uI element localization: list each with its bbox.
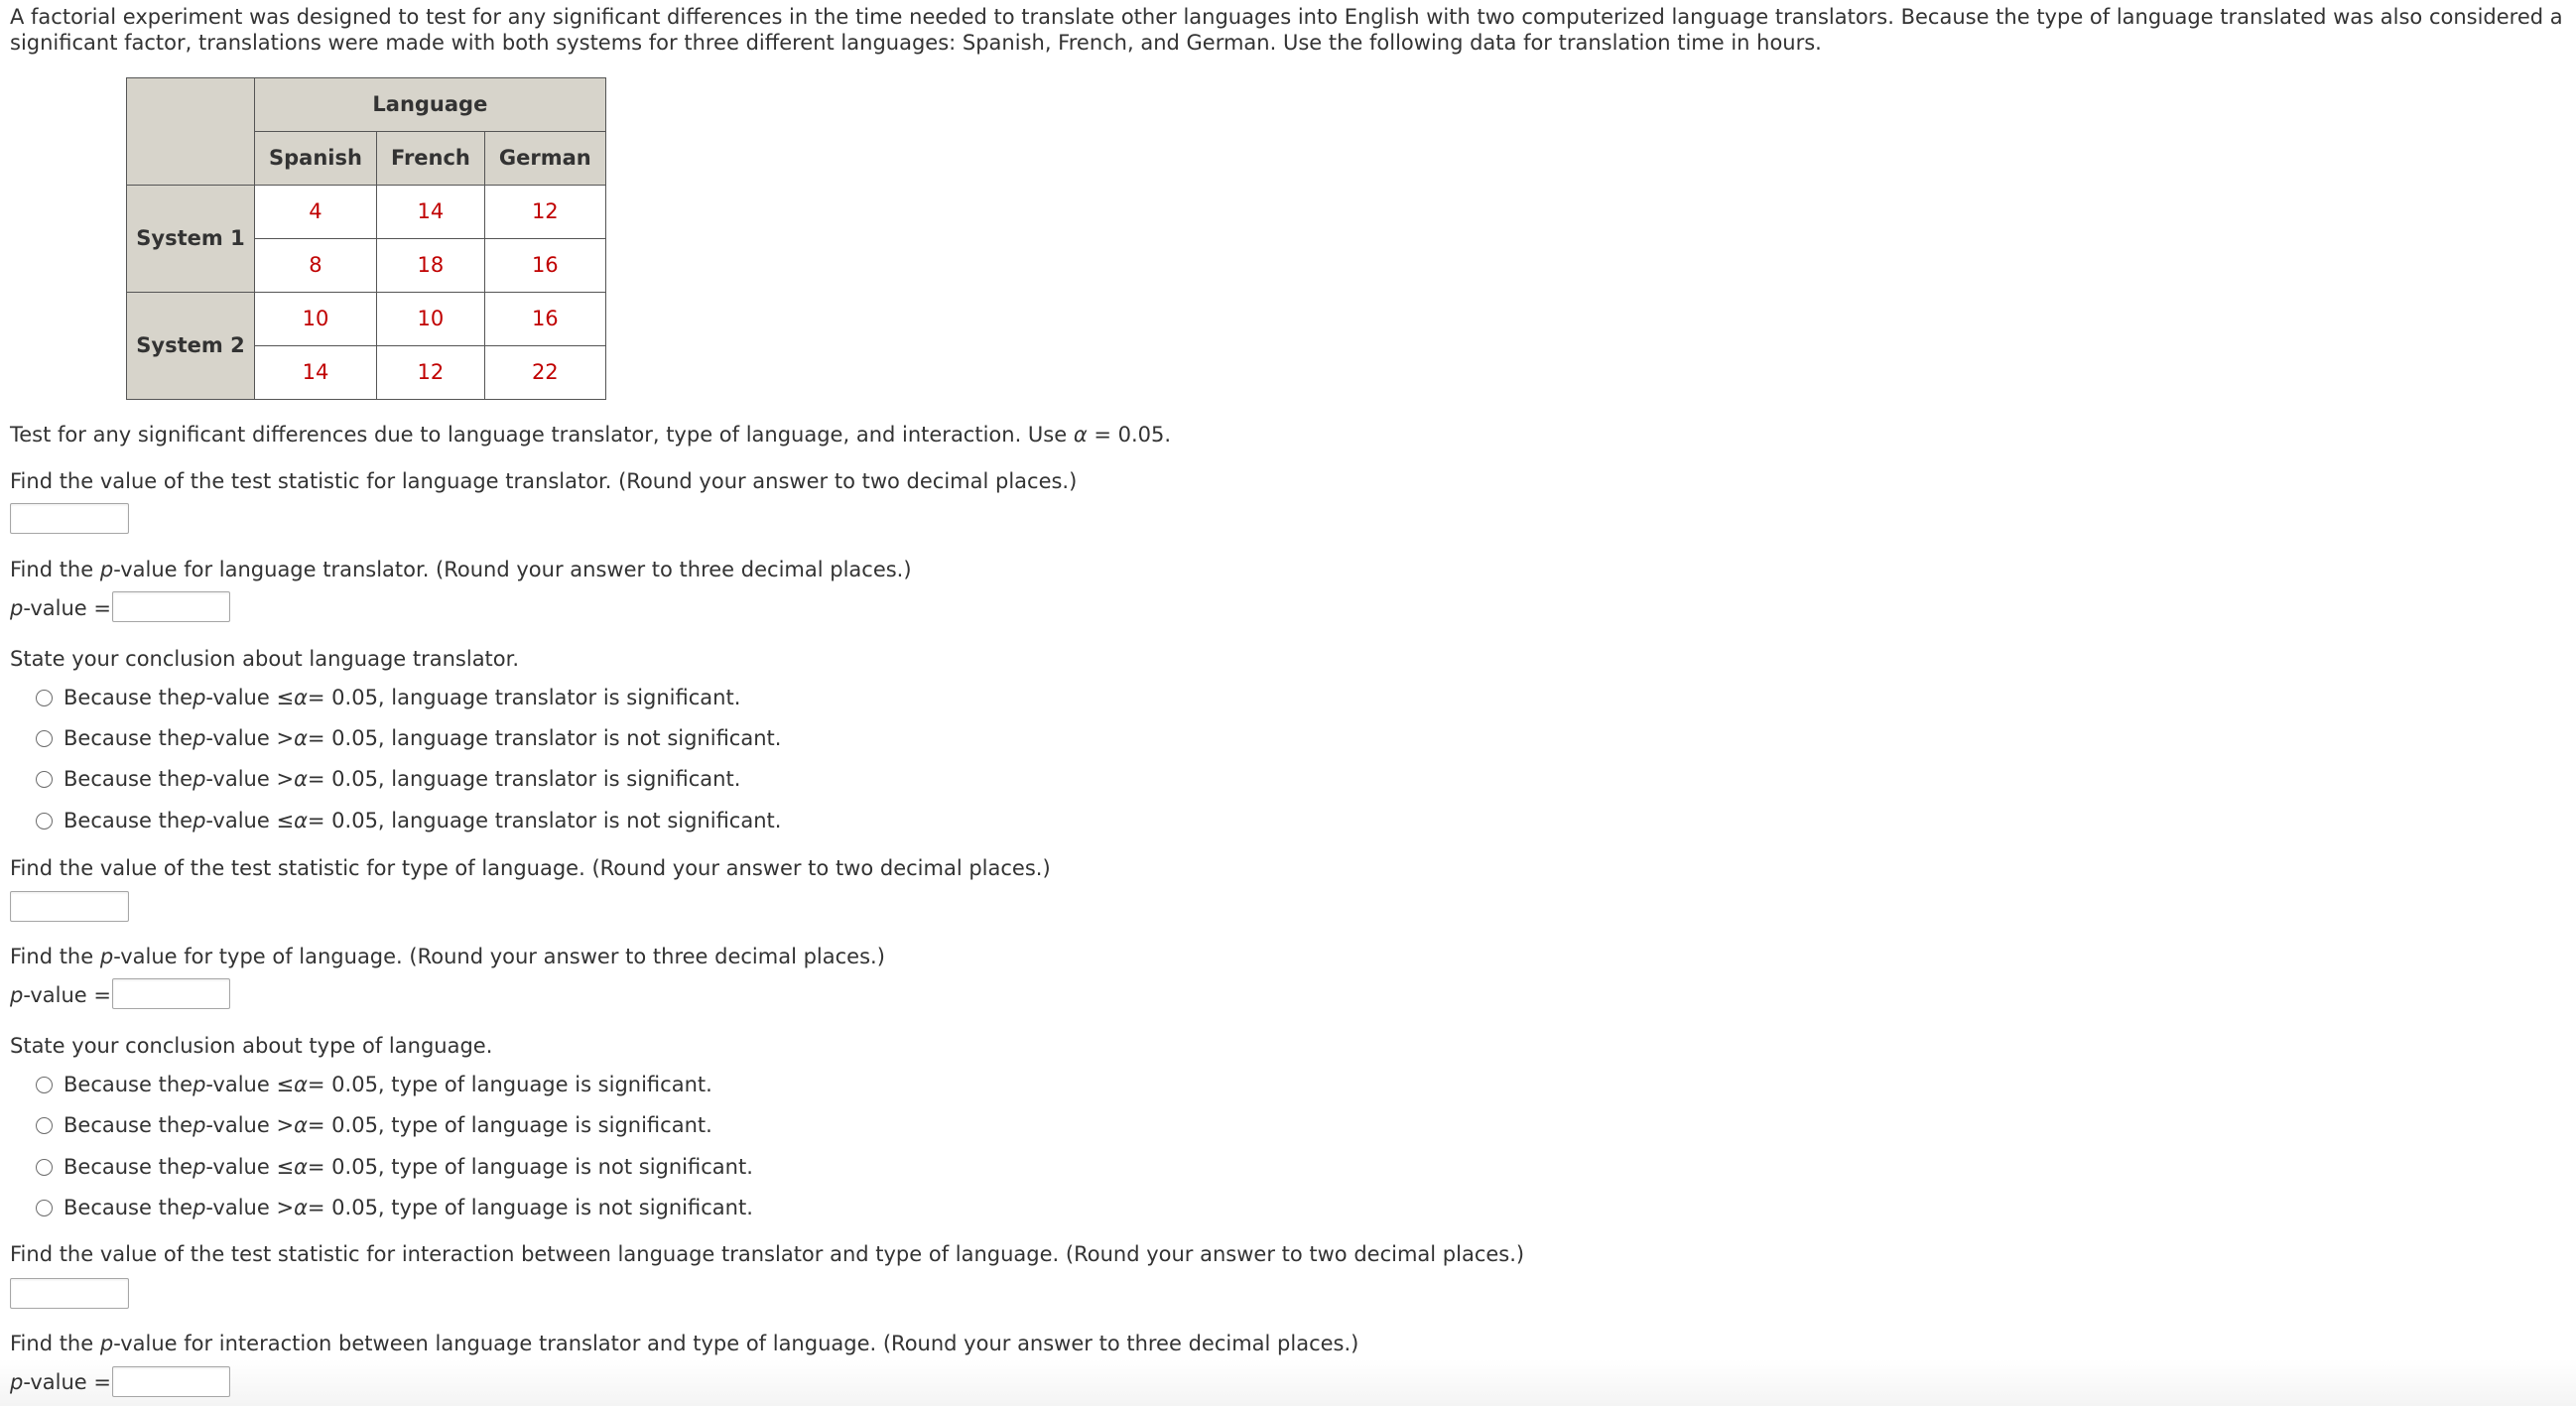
column-header-german: German — [484, 132, 605, 186]
q1-option-3[interactable] — [36, 766, 740, 792]
radio-button[interactable] — [36, 771, 53, 788]
q3-pvalue-prompt — [10, 1331, 1358, 1356]
alpha-symbol: α — [294, 686, 308, 709]
language-group-header: Language — [255, 78, 606, 132]
p-symbol: p — [10, 983, 24, 1007]
instructions-text-suffix: = 0.05. — [1087, 423, 1172, 447]
prompt-text: -value for interaction between language translator and type of language. (Round your answer to three decimal places.) — [113, 1332, 1359, 1355]
table-cell: 16 — [484, 239, 605, 293]
table-cell: 16 — [484, 293, 605, 346]
radio-button[interactable] — [36, 1200, 53, 1216]
option-text: = 0.05, type of language is not significant. — [307, 1196, 753, 1219]
table-cell: 14 — [255, 346, 377, 400]
p-symbol: p — [99, 558, 114, 581]
option-text: = 0.05, language translator is significant. — [307, 686, 741, 709]
alpha-symbol: α — [294, 726, 308, 750]
table-cell: 10 — [255, 293, 377, 346]
p-symbol: p — [99, 1332, 114, 1355]
p-symbol: p — [10, 596, 24, 620]
q3-pvalue-label — [10, 1369, 111, 1395]
option-text: = 0.05, type of language is significant. — [307, 1073, 712, 1096]
q1-conclusion-prompt: State your conclusion about language translator. — [10, 647, 520, 671]
q1-option-4[interactable] — [36, 808, 781, 833]
q1-pvalue-prompt — [10, 557, 912, 582]
row-header-system-2: System 2 — [127, 293, 255, 400]
option-text: -value ≤ — [205, 809, 295, 832]
p-symbol: p — [193, 1155, 206, 1179]
option-text: Because the — [64, 1113, 193, 1137]
p-symbol: p — [193, 686, 206, 709]
option-text: -value > — [205, 767, 295, 791]
q2-option-1[interactable] — [36, 1072, 712, 1097]
option-text: Because the — [64, 686, 193, 709]
q2-pvalue-label — [10, 982, 111, 1008]
q2-option-4[interactable] — [36, 1195, 753, 1220]
option-text: -value ≤ — [205, 686, 295, 709]
q2-option-2[interactable] — [36, 1112, 712, 1138]
p-symbol: p — [193, 1073, 206, 1096]
option-text: = 0.05, language translator is significant. — [307, 767, 741, 791]
alpha-symbol: α — [294, 1073, 308, 1096]
problem-intro: A factorial experiment was designed to test for any significant differences in the time needed to translate other languages into English with two computerized language translators. Because the type of language translated was also considered a significant factor, translations were made with both systems for three different languages: Spanish, French, and German. Use the following data for translation time in hours. — [10, 5, 2563, 56]
p-symbol: p — [10, 1370, 24, 1394]
table-cell: 22 — [484, 346, 605, 400]
prompt-text: Find the — [10, 558, 100, 581]
q2-stat-prompt: Find the value of the test statistic for type of language. (Round your answer to two decimal places.) — [10, 856, 1051, 880]
q3-pvalue-input[interactable] — [112, 1366, 230, 1397]
radio-button[interactable] — [36, 1117, 53, 1134]
pvalue-label-text: -value = — [23, 1370, 111, 1394]
q1-stat-prompt: Find the value of the test statistic for language translator. (Round your answer to two decimal places.) — [10, 469, 1078, 493]
prompt-text: -value for language translator. (Round your answer to three decimal places.) — [113, 558, 912, 581]
option-text: = 0.05, type of language is significant. — [307, 1113, 712, 1137]
table-cell: 12 — [376, 346, 484, 400]
table-cell: 8 — [255, 239, 377, 293]
q1-pvalue-input[interactable] — [112, 591, 230, 622]
radio-button[interactable] — [36, 730, 53, 747]
prompt-text: Find the — [10, 945, 100, 968]
alpha-symbol: α — [294, 1155, 308, 1179]
page-bottom-fade — [0, 1359, 2576, 1406]
option-text: = 0.05, type of language is not significant. — [307, 1155, 753, 1179]
option-text: -value ≤ — [205, 1155, 295, 1179]
q3-test-statistic-input[interactable] — [10, 1278, 129, 1309]
row-header-system-1: System 1 — [127, 186, 255, 293]
q2-pvalue-input[interactable] — [112, 978, 230, 1009]
table-cell: 10 — [376, 293, 484, 346]
option-text: Because the — [64, 1155, 193, 1179]
test-instructions — [10, 422, 1171, 447]
instructions-text: Test for any significant differences due to language translator, type of language, and interaction. Use — [10, 423, 1074, 447]
option-text: = 0.05, language translator is not significant. — [307, 726, 782, 750]
option-text: = 0.05, language translator is not significant. — [307, 809, 782, 832]
radio-button[interactable] — [36, 1077, 53, 1093]
p-symbol: p — [193, 809, 206, 832]
option-text: -value > — [205, 1113, 295, 1137]
table-cell: 12 — [484, 186, 605, 239]
alpha-symbol: α — [1073, 423, 1088, 447]
prompt-text: -value for type of language. (Round your answer to three decimal places.) — [113, 945, 885, 968]
translation-time-table — [126, 77, 606, 400]
radio-button[interactable] — [36, 690, 53, 706]
alpha-symbol: α — [294, 1113, 308, 1137]
alpha-symbol: α — [294, 767, 308, 791]
pvalue-label-text: -value = — [23, 983, 111, 1007]
p-symbol: p — [193, 726, 206, 750]
option-text: Because the — [64, 1073, 193, 1096]
column-header-spanish: Spanish — [255, 132, 377, 186]
q1-option-1[interactable] — [36, 685, 740, 710]
option-text: -value ≤ — [205, 1073, 295, 1096]
q2-conclusion-prompt: State your conclusion about type of language. — [10, 1034, 493, 1058]
alpha-symbol: α — [294, 809, 308, 832]
q2-option-3[interactable] — [36, 1154, 753, 1180]
option-text: Because the — [64, 809, 193, 832]
p-symbol: p — [193, 1113, 206, 1137]
q1-pvalue-label — [10, 595, 111, 621]
option-text: Because the — [64, 767, 193, 791]
p-symbol: p — [193, 767, 206, 791]
q2-pvalue-prompt — [10, 944, 885, 969]
prompt-text: Find the — [10, 1332, 100, 1355]
p-symbol: p — [193, 1196, 206, 1219]
option-text: -value > — [205, 726, 295, 750]
option-text: Because the — [64, 726, 193, 750]
pvalue-label-text: -value = — [23, 596, 111, 620]
q1-test-statistic-input[interactable] — [10, 503, 129, 534]
p-symbol: p — [99, 945, 114, 968]
q2-test-statistic-input[interactable] — [10, 891, 129, 922]
table-cell: 4 — [255, 186, 377, 239]
radio-button[interactable] — [36, 1159, 53, 1176]
table-cell: 18 — [376, 239, 484, 293]
option-text: Because the — [64, 1196, 193, 1219]
table-corner — [127, 78, 255, 186]
radio-button[interactable] — [36, 813, 53, 830]
q3-stat-prompt: Find the value of the test statistic for interaction between language translator and type of language. (Round your answer to two decimal places.) — [10, 1242, 1525, 1266]
table-cell: 14 — [376, 186, 484, 239]
option-text: -value > — [205, 1196, 295, 1219]
q1-option-2[interactable] — [36, 725, 781, 751]
column-header-french: French — [376, 132, 484, 186]
alpha-symbol: α — [294, 1196, 308, 1219]
